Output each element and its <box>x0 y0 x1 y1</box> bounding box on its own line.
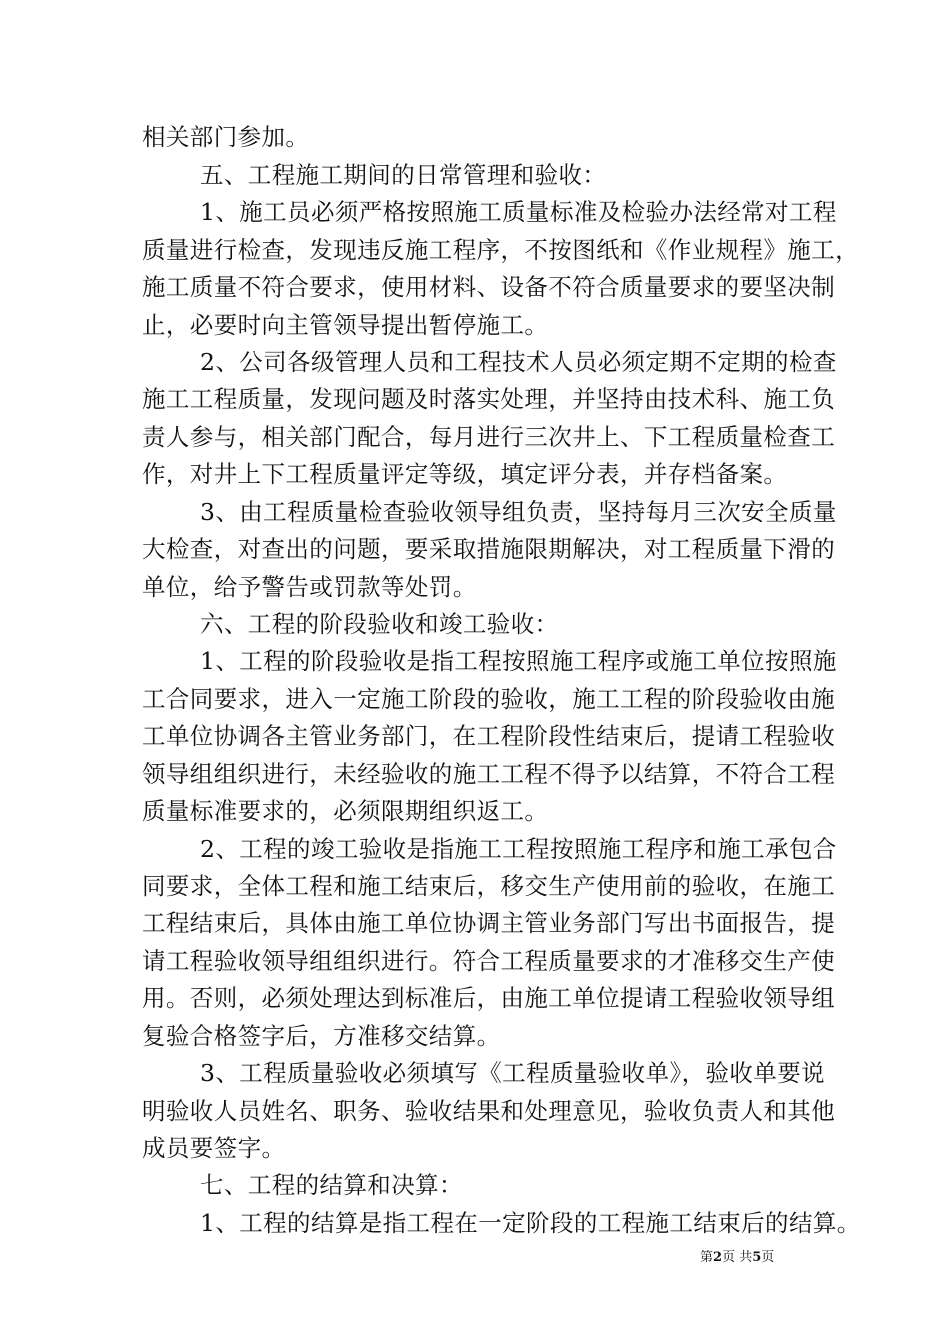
section-heading: 七、工程的结算和决算： <box>200 1171 463 1199</box>
body-line: 质量标准要求的，必须限期组织返工。 <box>142 797 549 825</box>
paragraph-first-line: 1、施工员必须严格按照施工质量标准及检验办法经常对工程 <box>200 198 837 226</box>
body-line: 同要求，全体工程和施工结束后，移交生产使用前的验收，在施工 <box>142 872 836 900</box>
body-line: 大检查，对查出的问题，要采取措施限期解决，对工程质量下滑的 <box>142 535 836 563</box>
footer-middle: 页 共 <box>722 1250 753 1265</box>
body-line: 工程结束后，具体由施工单位协调主管业务部门写出书面报告，提 <box>142 909 836 937</box>
paragraph-first-line: 1、工程的阶段验收是指工程按照施工程序或施工单位按照施 <box>200 647 837 675</box>
page-number-footer <box>700 1250 774 1266</box>
current-page-number: 2 <box>713 1250 723 1265</box>
body-line: 质量进行检查，发现违反施工程序，不按图纸和《作业规程》施工， <box>142 236 859 264</box>
total-page-number: 5 <box>752 1250 762 1265</box>
body-line: 施工质量不符合要求，使用材料、设备不符合质量要求的要坚决制 <box>142 273 836 301</box>
paragraph-first-line: 3、由工程质量检查验收领导组负责，坚持每月三次安全质量 <box>200 498 837 526</box>
body-line: 责人参与，相关部门配合，每月进行三次井上、下工程质量检查工 <box>142 423 836 451</box>
body-line: 用。否则，必须处理达到标准后，由施工单位提请工程验收领导组 <box>142 984 836 1012</box>
footer-prefix: 第 <box>700 1250 714 1265</box>
body-line: 单位，给予警告或罚款等处罚。 <box>142 573 477 601</box>
body-line: 复验合格签字后，方准移交结算。 <box>142 1022 501 1050</box>
body-line: 止，必要时向主管领导提出暂停施工。 <box>142 311 549 339</box>
body-line: 工单位协调各主管业务部门，在工程阶段性结束后，提请工程验收 <box>142 722 836 750</box>
paragraph-first-line: 2、公司各级管理人员和工程技术人员必须定期不定期的检查 <box>200 348 837 376</box>
footer-suffix: 页 <box>761 1250 775 1265</box>
body-line: 作，对井上下工程质量评定等级，填定评分表，并存档备案。 <box>142 460 788 488</box>
body-line: 工合同要求，进入一定施工阶段的验收，施工工程的阶段验收由施 <box>142 685 836 713</box>
body-line: 明验收人员姓名、职务、验收结果和处理意见，验收负责人和其他 <box>142 1097 836 1125</box>
section-heading: 五、工程施工期间的日常管理和验收： <box>200 161 607 189</box>
section-heading: 六、工程的阶段验收和竣工验收： <box>200 610 559 638</box>
paragraph-first-line: 1、工程的结算是指工程在一定阶段的工程施工结束后的结算。 <box>200 1209 861 1237</box>
body-line: 领导组组织进行，未经验收的施工工程不得予以结算，不符合工程 <box>142 760 836 788</box>
body-line: 请工程验收领导组组织进行。符合工程质量要求的才准移交生产使 <box>142 947 836 975</box>
paragraph-first-line: 2、工程的竣工验收是指施工工程按照施工程序和施工承包合 <box>200 835 837 863</box>
body-line: 施工工程质量，发现问题及时落实处理，并坚持由技术科、施工负 <box>142 385 836 413</box>
body-line: 相关部门参加。 <box>142 123 310 151</box>
body-line: 成员要签字。 <box>142 1134 286 1162</box>
paragraph-first-line: 3、工程质量验收必须填写《工程质量验收单》，验收单要说 <box>200 1059 826 1087</box>
